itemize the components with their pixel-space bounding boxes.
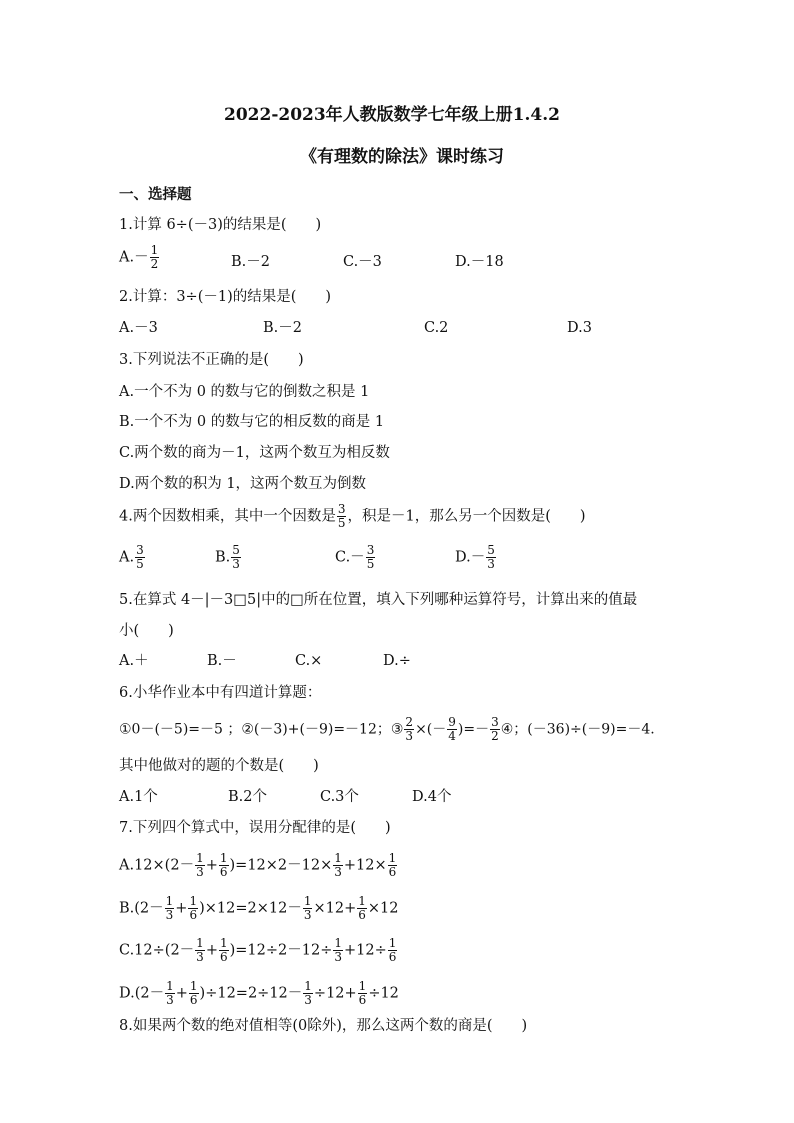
q5-option-d: D.÷	[383, 653, 411, 669]
q5-option-c: C.×	[295, 653, 323, 669]
q3-option-a: A.一个不为 0 的数与它的倒数之积是 1	[119, 384, 370, 400]
q6-option-d: D.4个	[412, 789, 452, 805]
q8-stem: 8.如果两个数的绝对值相等(0除外)，那么这两个数的商是( )	[119, 1018, 528, 1034]
q4-option-b: B. $\frac{5}{3}$	[215, 543, 240, 571]
q2-option-d: D.3	[567, 320, 592, 336]
q7-option-b: B.(2－ $\frac{1}{3}$ + $\frac{1}{6}$ )×12=2×12－ $\frac{1}{3}$ ×12+ $\frac{1}{6}$ ×12	[119, 894, 399, 922]
title-line-1: 2022-2023年人教版数学七年级上册1.4.2	[224, 105, 561, 125]
q1-option-b: B.－2	[231, 254, 270, 270]
q6-stem: 6.小华作业本中有四道计算题：	[119, 685, 322, 701]
q3-option-d: D.两个数的积为 1，这两个数互为倒数	[119, 476, 367, 492]
q4-option-a: A. $\frac{3}{5}$	[119, 543, 144, 571]
q1-option-d: D.－18	[455, 254, 504, 270]
q4-stem: 4.两个因数相乘，其中一个因数是 $\frac{3}{5}$ ，积是－1，那么另一个因数是( )	[119, 502, 586, 530]
q1-stem: 1.计算 6÷(－3)的结果是( )	[119, 217, 322, 233]
q2-option-a: A.－3	[119, 320, 158, 336]
q7-option-a: A.12×(2－ $\frac{1}{3}$ + $\frac{1}{6}$ )=12×2－12× $\frac{1}{3}$ +12× $\frac{1}{6}$	[119, 851, 397, 879]
q7-stem: 7.下列四个算式中，误用分配律的是( )	[119, 820, 391, 836]
q3-stem: 3.下列说法不正确的是( )	[119, 352, 304, 368]
q6-option-a: A.1个	[119, 789, 158, 805]
q5-option-a: A.＋	[119, 653, 149, 669]
section-heading: 一、选择题	[119, 186, 192, 203]
q4-option-d: D.－ $\frac{5}{3}$	[455, 543, 495, 571]
q6-option-b: B.2个	[228, 789, 267, 805]
q6-equations: ①0－(－5)=－5 ；②(－3)+(－9)=－12；③ $\frac{2}{3}$ ×(－ $\frac{9}{4}$ )=－ $\frac{3}{2}$ ④；(－36)÷(－9)=－4.	[119, 715, 655, 743]
q2-stem: 2.计算：3÷(－1)的结果是( )	[119, 289, 332, 305]
q6-stem-line2: 其中他做对的题的个数是( )	[119, 758, 319, 774]
title-line-2: 《有理数的除法》课时练习	[300, 147, 504, 167]
q3-option-c: C.两个数的商为－1，这两个数互为相反数	[119, 445, 390, 461]
q5-stem-line2: 小( )	[119, 623, 174, 639]
q5-option-b: B.－	[207, 653, 237, 669]
q1-option-c: C.－3	[343, 254, 382, 270]
q4-option-c: C.－ $\frac{3}{5}$	[335, 543, 375, 571]
q2-option-b: B.－2	[263, 320, 302, 336]
q2-option-c: C.2	[424, 320, 449, 336]
q7-option-d: D.(2－ $\frac{1}{3}$ + $\frac{1}{6}$ )÷12=2÷12－ $\frac{1}{3}$ ÷12+ $\frac{1}{6}$ ÷12	[119, 979, 399, 1007]
q3-option-b: B.一个不为 0 的数与它的相反数的商是 1	[119, 414, 385, 430]
q6-option-c: C.3个	[320, 789, 359, 805]
q5-stem-line1: 5.在算式 4－|－3□5|中的□所在位置，填入下列哪种运算符号，计算出来的值最	[119, 592, 638, 608]
q7-option-c: C.12÷(2－ $\frac{1}{3}$ + $\frac{1}{6}$ )=12÷2－12÷ $\frac{1}{3}$ +12÷ $\frac{1}{6}$	[119, 936, 397, 964]
q1-option-a: A.－ $\frac{1}{2}$	[119, 243, 159, 271]
